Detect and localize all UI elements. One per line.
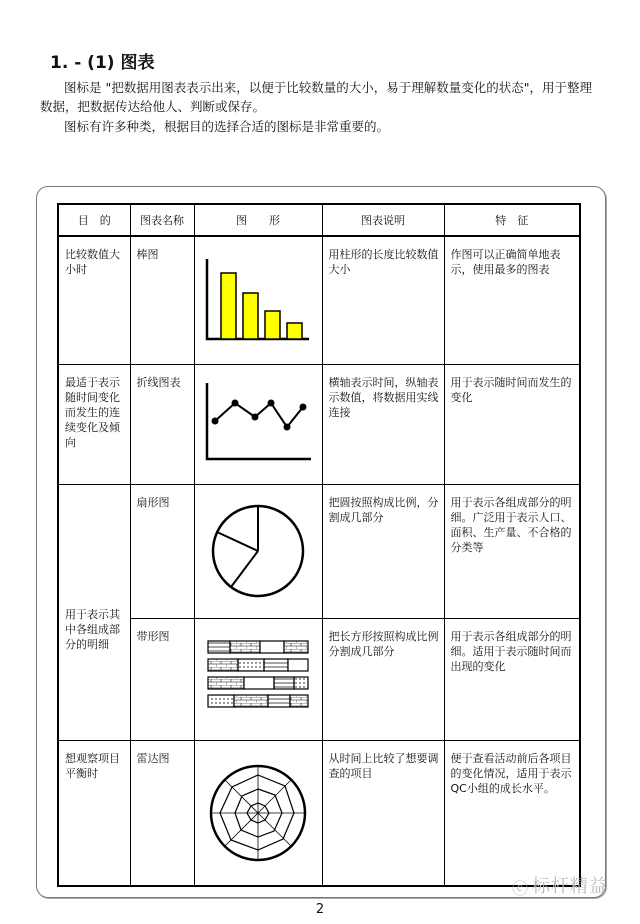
table-row — [58, 740, 580, 886]
radar-chart-icon — [203, 761, 313, 865]
wechat-icon: ⓒ — [512, 878, 530, 898]
name-cell: 带形图 — [130, 618, 194, 740]
band-chart-figure — [194, 618, 322, 740]
name-cell: 扇形图 — [130, 484, 194, 618]
intro-paragraph: 图标是 "把数据用图表表示出来，以便于比较数量的大小，易于理解数量变化的状态"，用于整理数据，把数据传达给他人、判断或保存。 — [40, 80, 592, 114]
feature-cell: 用于表示各组成部分的明细。适用于表示随时间而出现的变化 — [444, 618, 580, 740]
table-row — [58, 484, 580, 618]
table-row — [58, 364, 580, 484]
feature-cell: 便于查看活动前后各项目的变化情况，适用于表示QC小组的成长水平。 — [444, 740, 580, 886]
line-chart-icon — [203, 379, 313, 469]
name-cell: 雷达图 — [130, 740, 194, 886]
page-number: 2 — [315, 902, 325, 917]
radar-chart-figure — [194, 740, 322, 886]
header-figure: 图 形 — [194, 204, 322, 236]
header-name: 图表名称 — [130, 204, 194, 236]
header-purpose: 目 的 — [58, 204, 130, 236]
section-heading: 1. - (1) 图表 — [50, 53, 155, 73]
feature-cell: 用于表示各组成部分的明细。广泛用于表示人口、面积、生产量、不合格的分类等 — [444, 484, 580, 618]
description-cell: 把圆按照构成比例，分割成几部分 — [322, 484, 444, 618]
table-row — [58, 618, 580, 740]
bar-chart-icon — [203, 255, 313, 345]
watermark — [512, 872, 608, 899]
description-cell: 用柱形的长度比较数值大小 — [322, 236, 444, 364]
name-cell: 折线图表 — [130, 364, 194, 484]
purpose-cell: 比较数值大小时 — [58, 236, 130, 364]
pie-chart-figure — [194, 484, 322, 618]
description-cell: 从时间上比较了想要调查的项目 — [322, 740, 444, 886]
purpose-cell: 想观察项目平衡时 — [58, 740, 130, 886]
bar-chart-figure — [194, 236, 322, 364]
description-cell: 把长方形按照构成比例分割成几部分 — [322, 618, 444, 740]
purpose-cell: 最适于表示随时间变化而发生的连续变化及倾向 — [58, 364, 130, 484]
purpose-cell: 用于表示其中各组成部分的明细 — [58, 484, 130, 740]
table-header-row — [58, 204, 580, 236]
line-chart-figure — [194, 364, 322, 484]
table-row — [58, 236, 580, 364]
name-cell: 棒图 — [130, 236, 194, 364]
description-cell: 横轴表示时间，纵轴表示数值，将数据用实线连接 — [322, 364, 444, 484]
pie-chart-icon — [203, 501, 313, 601]
intro-paragraph-2: 图标有许多种类，根据目的选择合适的图标是非常重要的。 — [64, 119, 390, 134]
feature-cell: 用于表示随时间而发生的变化 — [444, 364, 580, 484]
band-chart-icon — [206, 637, 310, 721]
watermark-text: 标杆精益 — [532, 876, 609, 897]
header-feature: 特 征 — [444, 204, 580, 236]
feature-cell: 作图可以正确简单地表示，使用最多的图表 — [444, 236, 580, 364]
chart-types-table — [57, 203, 581, 887]
header-description: 图表说明 — [322, 204, 444, 236]
